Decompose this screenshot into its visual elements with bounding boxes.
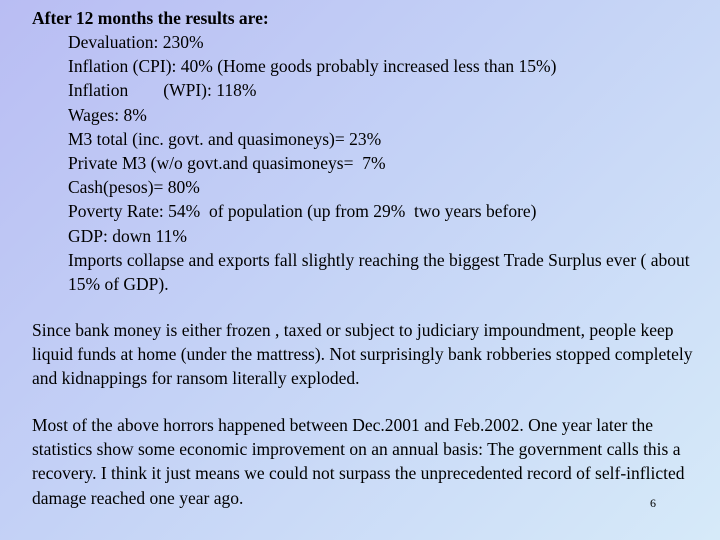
result-m3-total: M3 total (inc. govt. and quasimoneys)= 23% [68, 128, 382, 149]
result-private-m3: Private M3 (w/o govt.and quasimoneys= 7% [68, 153, 386, 174]
result-poverty-rate: Poverty Rate: 54% of population (up from 29% two years before) [68, 201, 537, 222]
results-list [68, 30, 708, 296]
result-gdp: GDP: down 11% [68, 225, 187, 246]
result-trade: Imports collapse and exports fall slightly reaching the biggest Trade Surplus ever ( about 15% of GDP). [68, 249, 690, 295]
page-number: 6 [650, 496, 656, 510]
result-inflation-wpi: Inflation (WPI): 118% [68, 80, 257, 101]
result-inflation-cpi: Inflation (CPI): 40% (Home goods probably increased less than 15%) [68, 56, 557, 77]
paragraph-recovery: Most of the above horrors happened between Dec.2001 and Feb.2002. One year later the statistics show some economic improvement on an annual basis: The government calls this a recovery. I think it just means we could not surpass the unprecedented record of self-inflicted damage reached one year ago. [32, 415, 685, 508]
paragraph-bank-money: Since bank money is either frozen , taxed or subject to judiciary impoundment, people keep liquid funds at home (under the mattress). Not surprisingly bank robberies stopped completely and kidnappings for ransom literally exploded. [32, 320, 693, 389]
result-devaluation: Devaluation: 230% [68, 32, 204, 52]
result-cash: Cash(pesos)= 80% [68, 177, 200, 198]
slide-heading: After 12 months the results are: [32, 8, 269, 28]
result-wages: Wages: 8% [68, 104, 147, 125]
